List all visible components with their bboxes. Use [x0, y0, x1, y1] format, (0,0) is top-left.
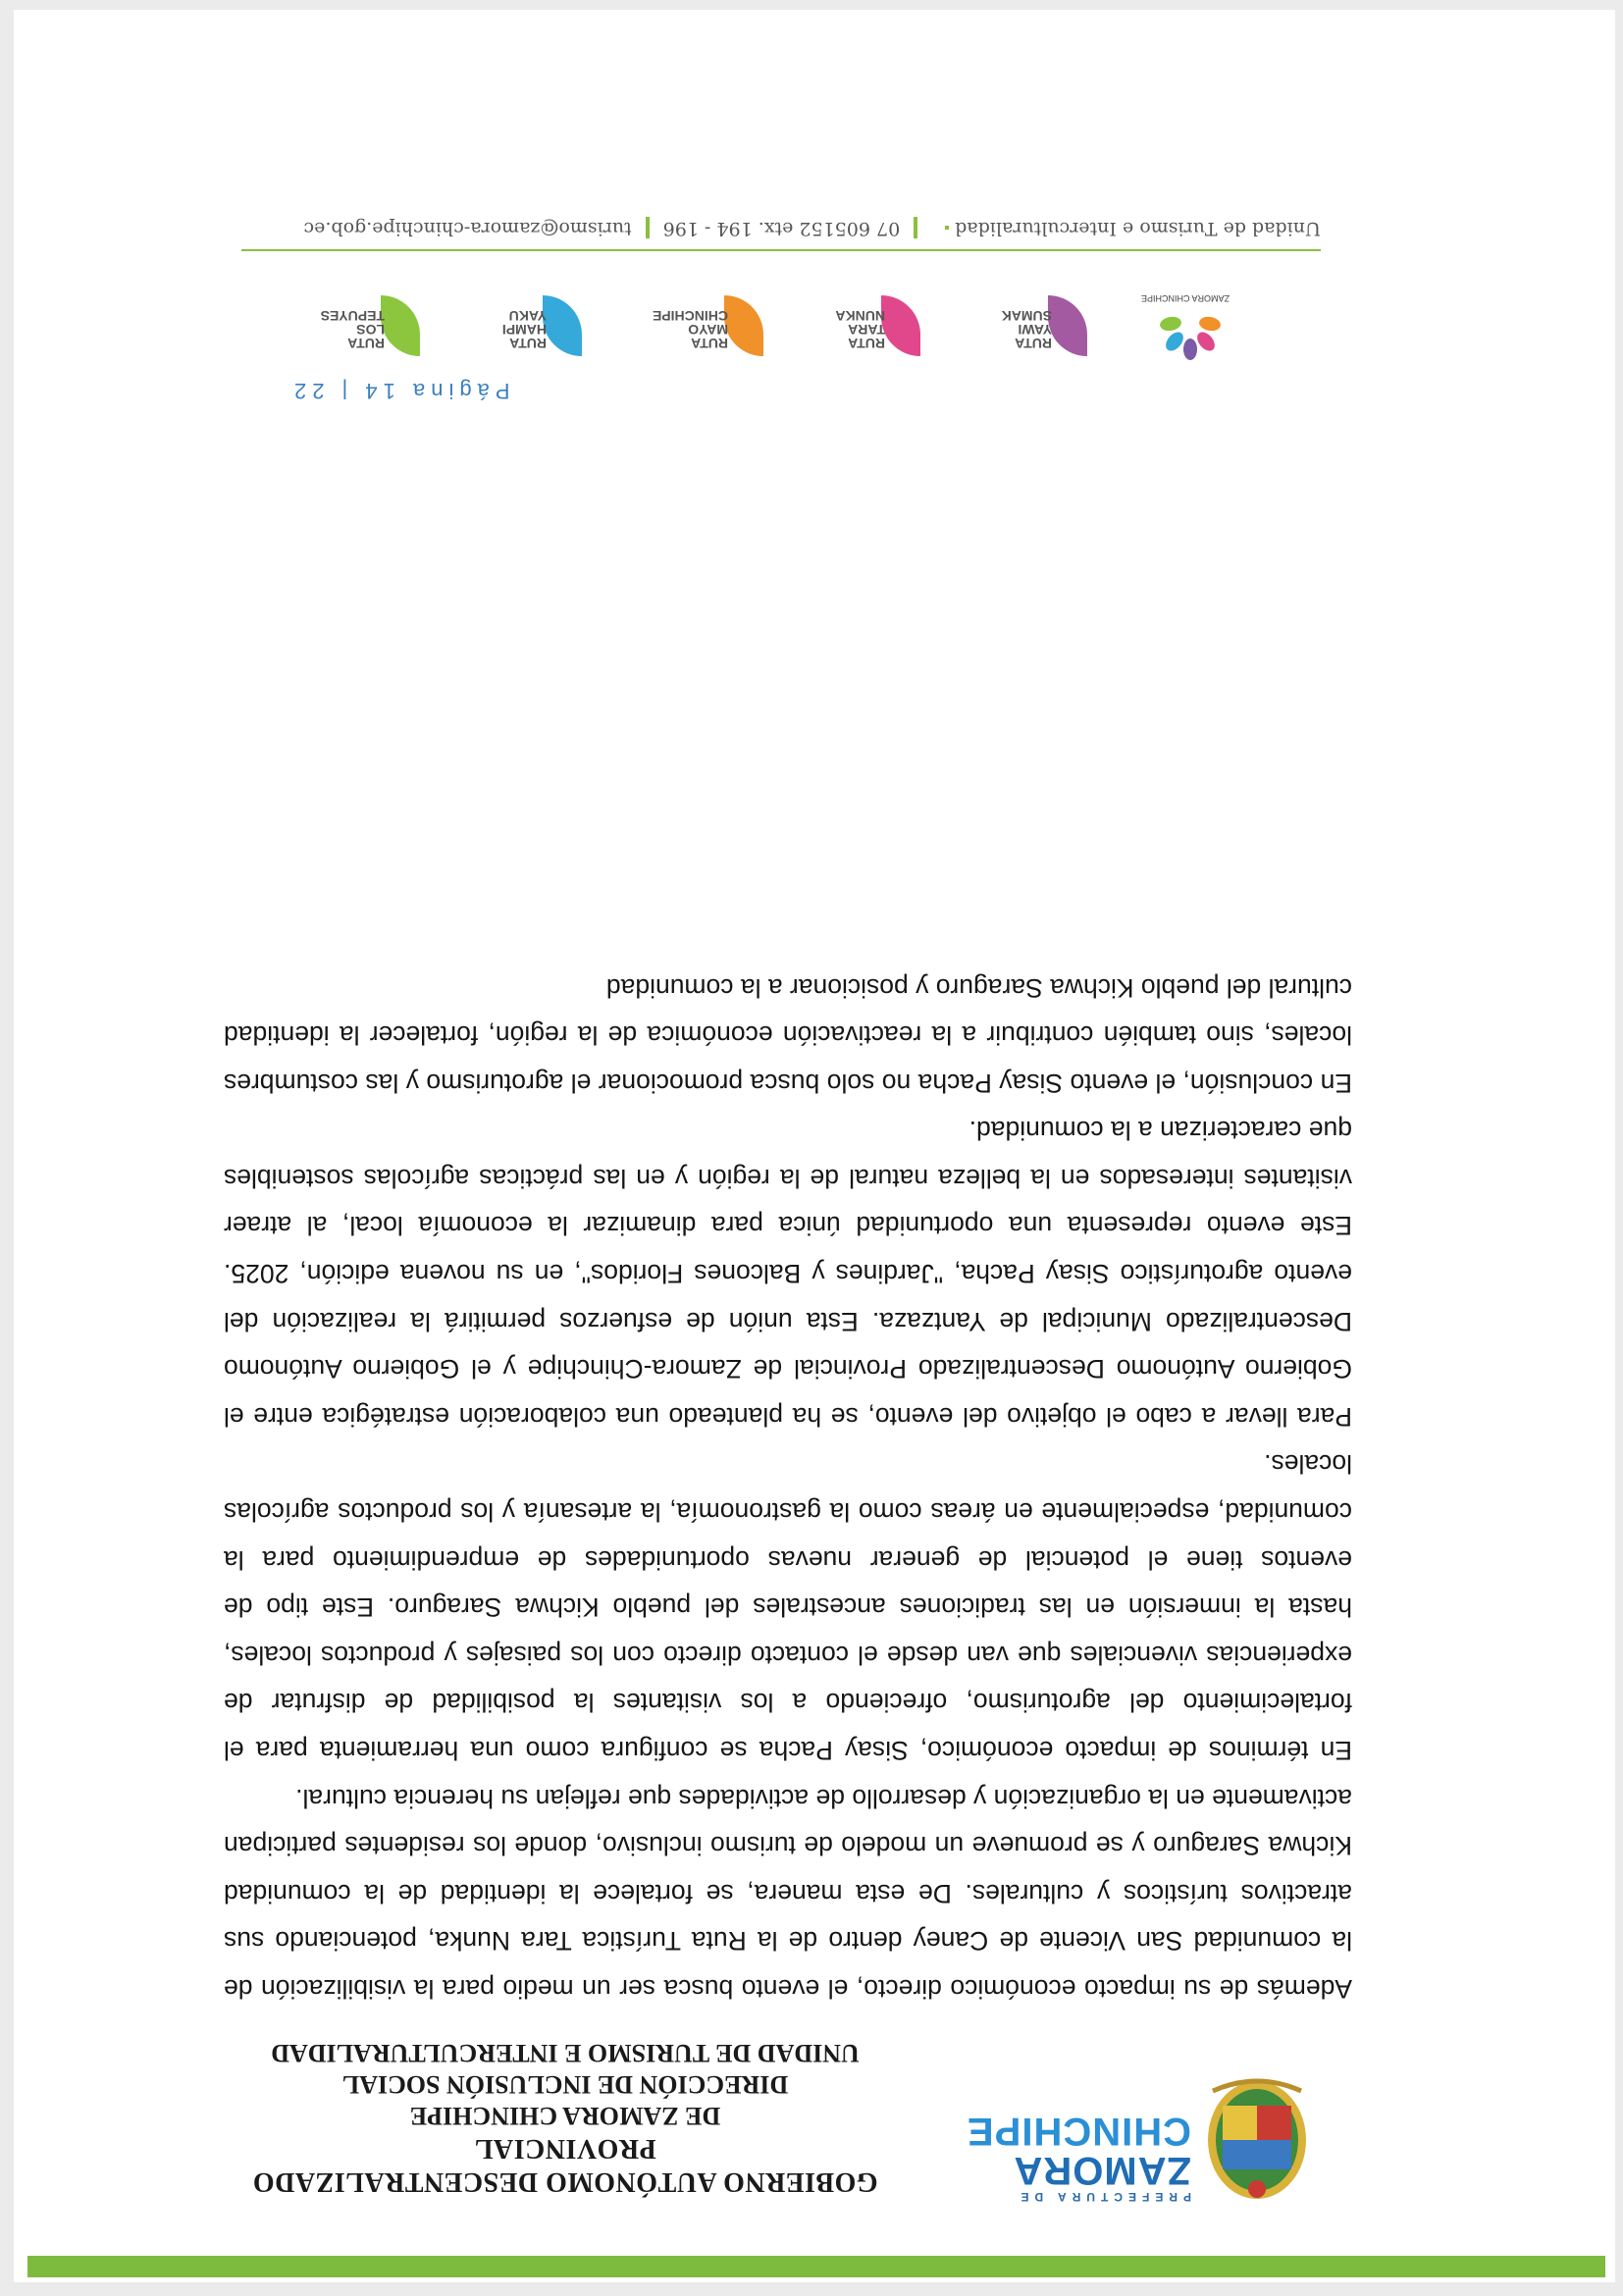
logo-line3: NUNKA [835, 308, 885, 324]
logo-line3: SUMAK [1001, 308, 1052, 324]
logo-line2: LOS [356, 322, 385, 338]
body-paragraph-3-text: Para llevar a cabo el objetivo del evento, se ha planteado una colaboración estratégica entre el Gobierno Autónomo Descentralizado Provincial de Zamora-Chinchipe y el Gobierno Autónomo Descentralizado Municipal de Yantzaza. Esta unión de esfuerzos permitirá la realización del evento agroturístico Sisay Pacha, "Jardines y Balcones Floridos", en su novena edición, 2025. Este evento representa una oportunidad única para dinamizar la economía local, al atraer visitantes interesados en la belleza natural de la región y en las prácticas agrícolas sostenibles que caracterizan a la comunidad. [224, 1116, 1352, 1432]
separator-dot [945, 226, 949, 230]
ruta-yawi-sumak-logo [940, 276, 1087, 364]
flower-icon [1146, 276, 1234, 364]
ruta-hampi-yaku-logo [435, 276, 582, 364]
crest-icon [1203, 2076, 1311, 2209]
institution-line-2: DE ZAMORA CHINCHIPE [409, 2102, 721, 2130]
logo-line3: TEPUYES [320, 308, 385, 324]
footer-divider [241, 249, 1321, 251]
body-paragraph-1 [224, 1774, 1352, 2012]
prefectura-name-line2: CHINCHIPE [966, 2110, 1191, 2153]
leaf-icon [724, 295, 763, 356]
logo-line2: MAYO [688, 322, 728, 338]
body-paragraph-3 [224, 1107, 1352, 1440]
contact-unit: Unidad de Turismo e Interculturalidad [955, 218, 1321, 239]
page-number: Página 14 | 22 [288, 379, 510, 403]
body-paragraph-2 [224, 1440, 1352, 1774]
institution-heading [192, 2037, 938, 2198]
tourism-routes-logos [155, 276, 1234, 364]
footer-contact [241, 217, 1321, 239]
contact-phone: 07 605152 etx. 194 - 196 [662, 218, 901, 239]
leaf-icon [543, 295, 582, 356]
body-paragraph-4 [224, 964, 1352, 1107]
institution-line-4: UNIDAD DE TURISMO E INTERCULTURALIDAD [271, 2039, 860, 2067]
logo-line1: RUTA [848, 336, 885, 351]
leaf-icon [1048, 295, 1087, 356]
provincial-crest-logo [1203, 2076, 1311, 2209]
logo-line1: RUTA [509, 336, 547, 351]
zamora-chinchipe-logo-label: ZAMORA CHINCHIPE [1141, 293, 1230, 303]
logo-line1: RUTA [347, 336, 385, 351]
ruta-tara-nunka-logo [773, 276, 920, 364]
ruta-los-tepuyes-logo [273, 276, 420, 364]
body-paragraph-4-text: En conclusión, el evento Sisay Pacha no solo busca promocionar el agroturismo y las costumbres locales, sino también contribuir a la reactivación económica de la región, fortalecer la identidad cultural del pueblo Kichwa Saraguro y posicionar a la comunidad [224, 972, 1352, 1098]
logo-line2: YAWI [1018, 322, 1052, 338]
contact-email[interactable]: turismo@zamora-chinchipe.gob.ec [303, 218, 632, 239]
logo-line3: YAKU [508, 308, 547, 324]
logo-line2: HAMPI [501, 322, 547, 338]
paper-sheet [14, 10, 1615, 2282]
leaf-icon [381, 295, 420, 356]
zamora-chinchipe-logo [1117, 276, 1234, 364]
ruta-mayo-chinchipe-logo [597, 276, 763, 364]
body-paragraph-2-text: En términos de impacto económico, Sisay Pacha se configura como una herramienta para el fortalecimiento del agroturismo, ofreciendo a los visitantes la posibilidad de disfrutar de experiencias vivenciales que van desde el contacto directo con los paisajes y productos locales, hasta la inmersión en las tradiciones ancestrales del pueblo Kichwa Saraguro. Este tipo de eventos tiene el potencial de generar nuevas oportunidades de emprendimiento para la comunidad, especialmente en áreas como la gastronomía, la artesanía y los productos agrícolas locales. [224, 1449, 1352, 1766]
separator-bar [646, 217, 650, 238]
separator-bar [914, 217, 917, 238]
prefectura-label: PREFECTURA DE [1015, 2190, 1191, 2204]
body-paragraph-1-text: Además de su impacto económico directo, el evento busca ser un medio para la visibilización de la comunidad San Vicente de Caney dentro de la Ruta Turística Tara Nunka, potenciando sus atractivos turísticos y culturales. De esta manera, se fortalece la identidad de la comunidad Kichwa Saraguro y se promueve un modelo de turismo inclusivo, donde los residentes participan activamente en la organización y desarrollo de actividades que reflejan su herencia cultural. [224, 1783, 1352, 2004]
prefectura-brand [967, 2112, 1191, 2204]
prefectura-name-line1: ZAMORA [1013, 2149, 1191, 2192]
logo-line2: TARA [848, 322, 885, 338]
leaf-icon [881, 295, 920, 356]
logo-line3: CHINCHIPE [652, 308, 728, 324]
header-green-bar [27, 2256, 1605, 2277]
logo-line1: RUTA [1015, 336, 1052, 351]
institution-line-1: GOBIERNO AUTÓNOMO DESCENTRALIZADO PROVINCIAL [252, 2133, 878, 2197]
logo-line1: RUTA [691, 336, 728, 351]
institution-line-3: DIRECCIÓN DE INCLUSIÓN SOCIAL [341, 2070, 789, 2099]
document-body [224, 964, 1352, 2012]
